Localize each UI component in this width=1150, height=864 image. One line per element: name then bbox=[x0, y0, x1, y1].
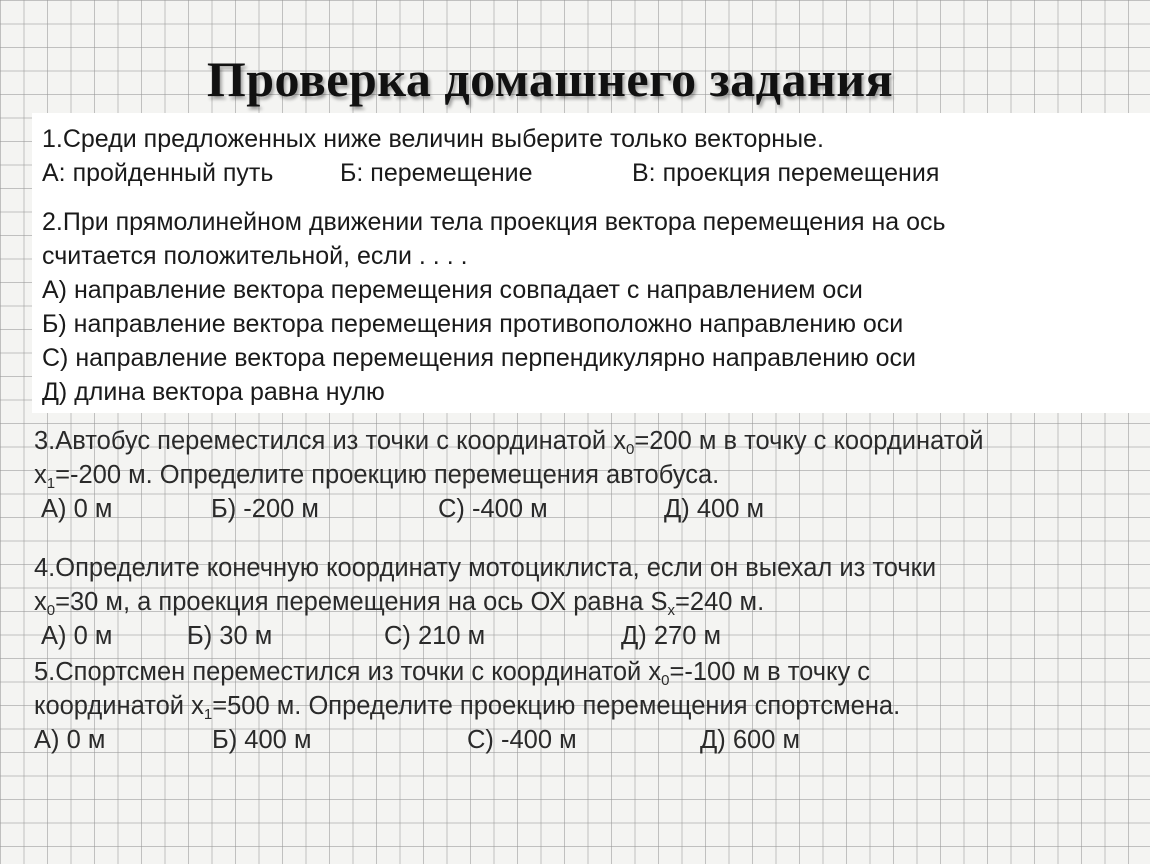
question-5 bbox=[34, 655, 900, 757]
option-b: Б) направление вектора перемещения противоположно направлению оси bbox=[42, 310, 904, 338]
option-b: Б) 400 м bbox=[212, 726, 312, 754]
option-d: Д) 600 м bbox=[700, 726, 801, 754]
question-3-line-1: 3.Автобус переместился из точки с координатой $х_0=200$ м в точку с координатой bbox=[34, 427, 984, 458]
slide-title: Проверка домашнего задания bbox=[206, 51, 894, 107]
option-d: Д) 270 м bbox=[621, 622, 722, 650]
option-c: С) направление вектора перемещения перпендикулярно направлению оси bbox=[42, 344, 917, 372]
option-a: А: пройденный путь bbox=[42, 159, 274, 187]
question-4 bbox=[34, 551, 936, 653]
question-3-line-2: $х_1=-200$ м. Определите проекцию перемещения автобуса. bbox=[34, 461, 720, 492]
question-1-options bbox=[42, 156, 939, 190]
question-4-line-2: $х_0=30$ м, а проекция перемещения на ось ОХ равна $S_x=240$ м. bbox=[34, 588, 765, 619]
option-a: А) направление вектора перемещения совпадает с направлением оси bbox=[42, 276, 863, 304]
question-1-text: 1.Среди предложенных ниже величин выберите только векторные. bbox=[42, 125, 824, 153]
option-v: В: проекция перемещения bbox=[632, 159, 940, 187]
question-2 bbox=[42, 205, 946, 409]
question-5-line-2: координатой $х_1=500$ м. Определите проекцию перемещения спортсмена. bbox=[34, 692, 901, 723]
question-2-line-1: 2.При прямолинейном движении тела проекция вектора перемещения на ось bbox=[42, 208, 946, 236]
question-4-options bbox=[34, 619, 936, 653]
option-b: Б) 30 м bbox=[187, 622, 273, 650]
question-1 bbox=[42, 122, 939, 190]
option-a: А) 0 м bbox=[34, 726, 106, 754]
option-d: Д) длина вектора равна нулю bbox=[42, 378, 385, 406]
question-5-line-1: 5.Спортсмен переместился из точки с координатой $х_0=-100$ м в точку с bbox=[34, 658, 871, 689]
question-2-line-2: считается положительной, если . . . . bbox=[42, 242, 468, 270]
question-3 bbox=[34, 424, 984, 526]
option-b: Б) -200 м bbox=[211, 495, 319, 523]
question-4-line-1: 4.Определите конечную координату мотоциклиста, если он выехал из точки bbox=[34, 554, 937, 582]
option-a: А) 0 м bbox=[41, 495, 113, 523]
question-5-options bbox=[34, 723, 900, 757]
option-b: Б: перемещение bbox=[340, 159, 533, 187]
question-3-options bbox=[34, 492, 984, 526]
option-c: С) -400 м bbox=[438, 495, 548, 523]
option-c: С) -400 м bbox=[467, 726, 577, 754]
option-c: С) 210 м bbox=[384, 622, 486, 650]
option-d: Д) 400 м bbox=[664, 495, 765, 523]
option-a: А) 0 м bbox=[41, 622, 113, 650]
